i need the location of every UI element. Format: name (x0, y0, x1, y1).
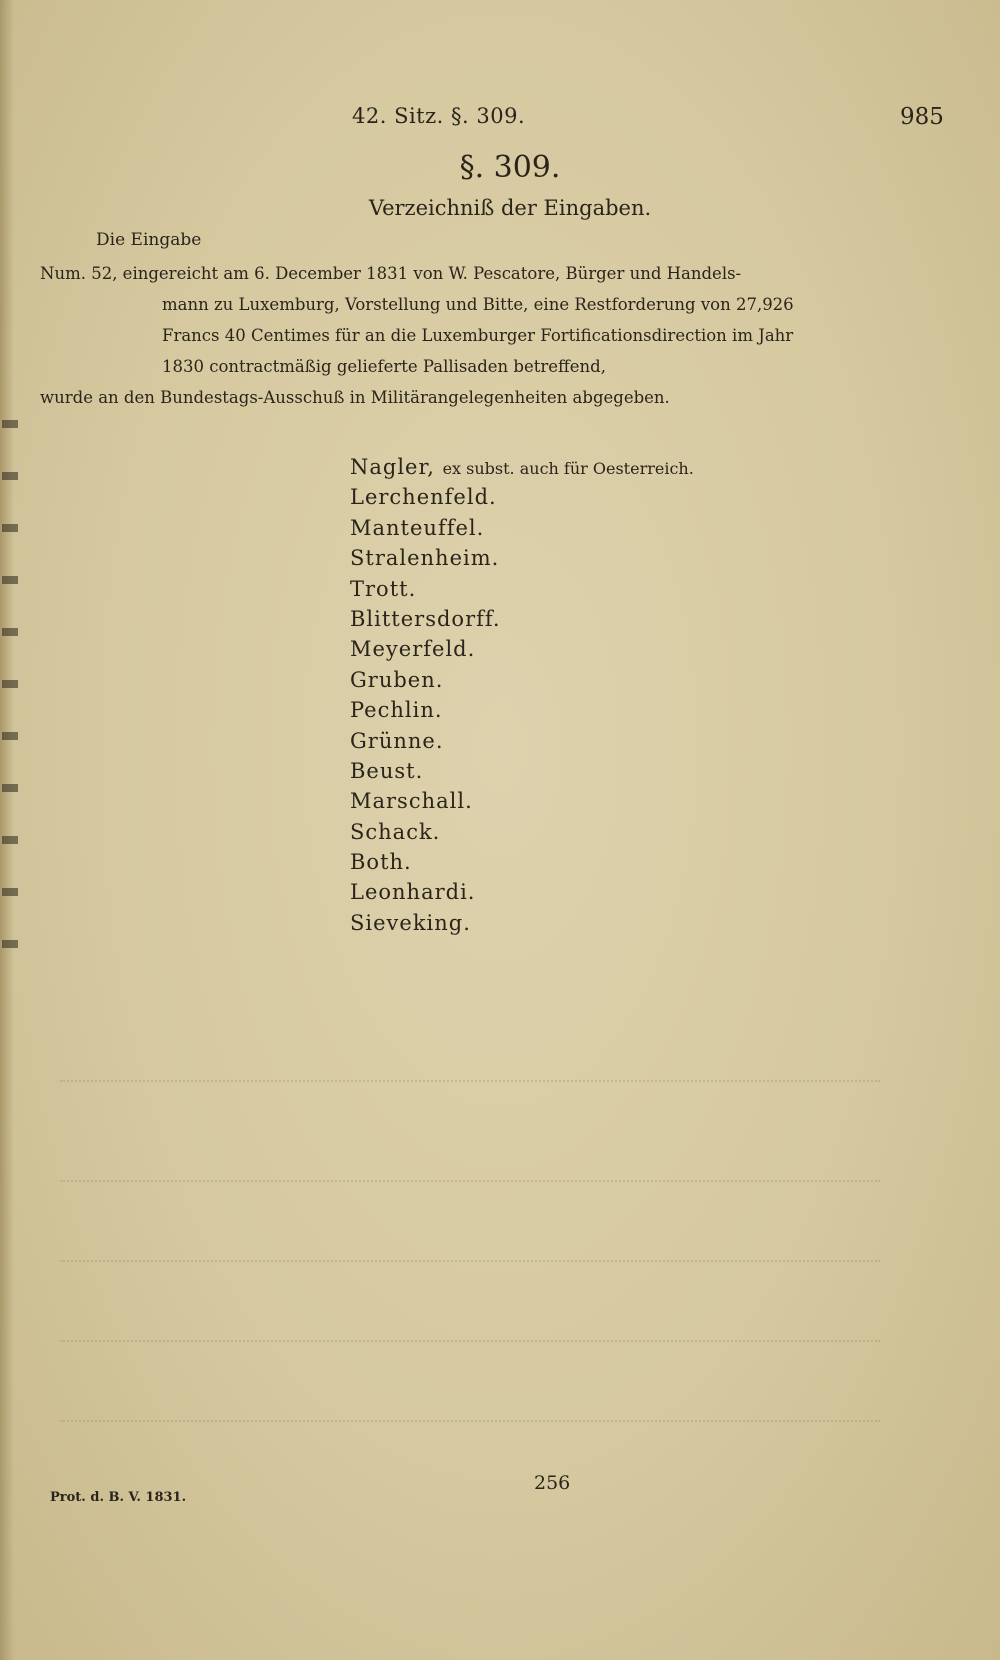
signatory-name: Leonhardi. (350, 880, 476, 905)
signatory-item (350, 786, 694, 816)
signatory-name: Schack. (350, 819, 441, 844)
signatory-item (350, 482, 694, 512)
signatory-item (350, 574, 694, 604)
entry-line: mann zu Luxemburg, Vorstellung und Bitte, eine Restforderung von 27,926 (162, 295, 794, 314)
bleed-through (60, 1260, 880, 1272)
signatory-name: Manteuffel. (350, 515, 485, 540)
signatory-name: Both. (350, 850, 412, 875)
signatory-name: Beust. (350, 758, 424, 783)
entry-line: Francs 40 Centimes für an die Luxemburger Fortificationsdirection im Jahr (162, 326, 794, 345)
signatory-item (350, 726, 694, 756)
signatory-item (350, 756, 694, 786)
signatory-name: Gruben. (350, 667, 444, 692)
signatory-item (350, 665, 694, 695)
entry-line: wurde an den Bundestags-Ausschuß in Militärangelegenheiten abgegeben. (40, 388, 670, 407)
margin-bleed-marks (2, 420, 18, 980)
bleed-through (60, 1180, 880, 1192)
entry-label: Die Eingabe (96, 230, 202, 250)
section-number: §. 309. (459, 150, 561, 185)
signatory-name: Meyerfeld. (350, 637, 476, 662)
signatory-item (350, 877, 694, 907)
signatory-item (350, 847, 694, 877)
bleed-through (60, 1420, 880, 1432)
signatory-item (350, 817, 694, 847)
signatory-item (350, 452, 694, 482)
signatory-name: Sieveking. (350, 910, 471, 935)
signatory-name: Nagler, (350, 455, 435, 479)
entry-line: 1830 contractmäßig gelieferte Pallisaden betreffend, (162, 357, 606, 376)
footer-signature-mark: Prot. d. B. V. 1831. (50, 1490, 187, 1505)
signatory-name: Grünne. (350, 728, 444, 753)
section-title: Verzeichniß der Eingaben. (368, 196, 652, 220)
signatory-list (350, 452, 694, 938)
bleed-through (60, 1340, 880, 1352)
page-header (0, 104, 1000, 140)
page-number: 985 (900, 104, 944, 130)
signatory-item (350, 695, 694, 725)
signatory-item (350, 513, 694, 543)
signatory-name: Lerchenfeld. (350, 485, 497, 510)
signatory-item (350, 634, 694, 664)
signatory-note: ex subst. auch für Oesterreich. (442, 459, 694, 478)
entry-text (40, 258, 860, 413)
running-head: 42. Sitz. §. 309. (352, 104, 526, 128)
signatory-name: Pechlin. (350, 698, 443, 723)
signatory-item (350, 543, 694, 573)
signatory-name: Blittersdorff. (350, 606, 501, 631)
signatory-item (350, 908, 694, 938)
sheet-number: 256 (534, 1472, 571, 1494)
signatory-name: Stralenheim. (350, 546, 500, 571)
bleed-through (60, 1080, 880, 1092)
entry-line: Num. 52, eingereicht am 6. December 1831 von W. Pescatore, Bürger und Handels- (40, 264, 742, 283)
signatory-name: Marschall. (350, 789, 473, 814)
signatory-item (350, 604, 694, 634)
signatory-name: Trott. (350, 576, 417, 601)
